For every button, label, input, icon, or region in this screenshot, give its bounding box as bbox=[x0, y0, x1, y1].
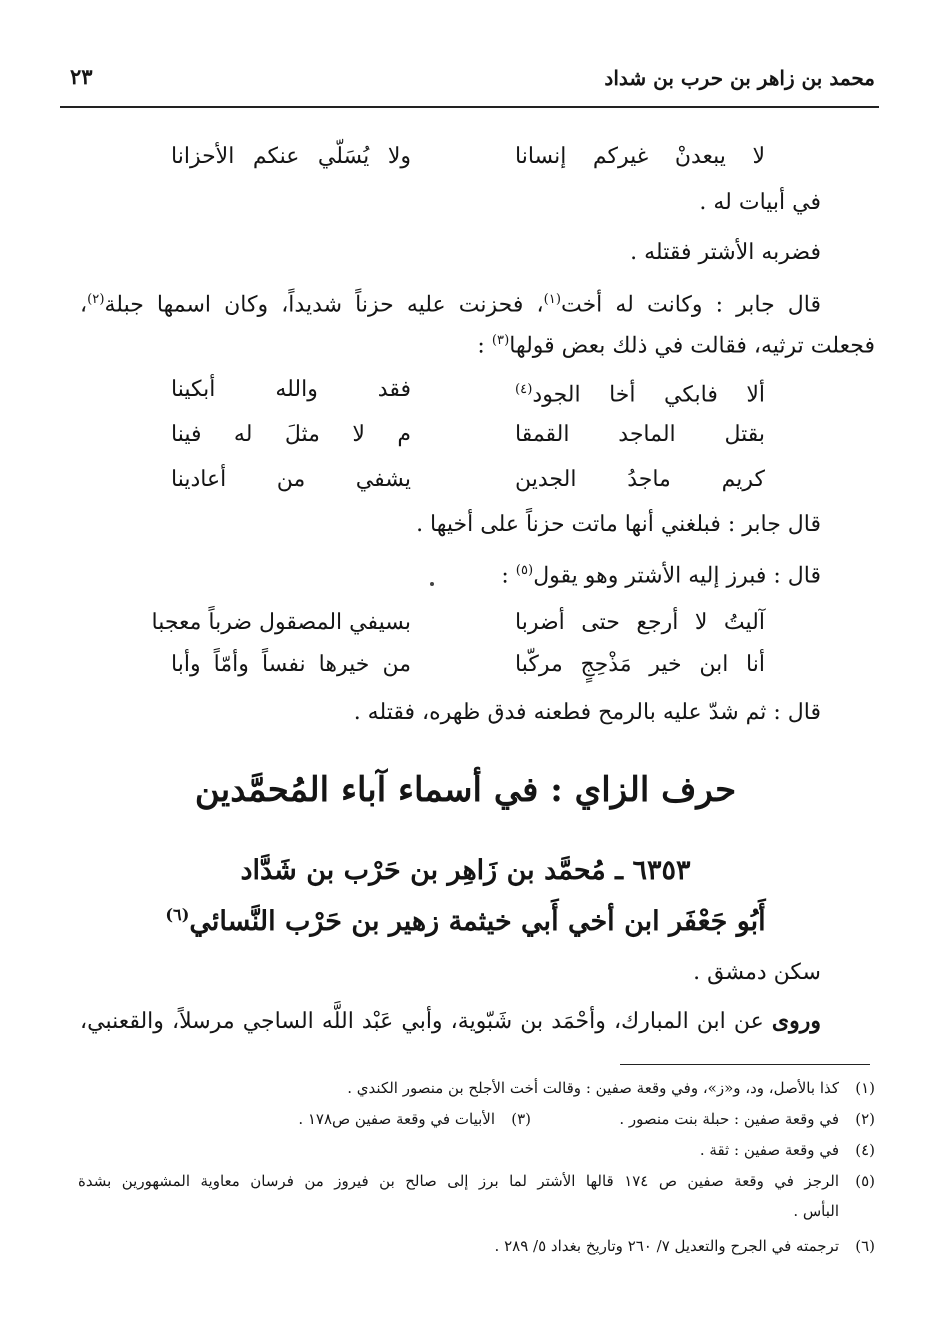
footnote-1-text: كذا بالأصل، ود، و«ز»، وفي وقعة صفين : وقالت أخت الأجلح بن منصور الكندي . bbox=[347, 1079, 839, 1097]
footnote-6-text: ترجمته في الجرح والتعديل ٧/ ٢٦٠ وتاريخ بغداد ٥/ ٢٨٩ . bbox=[494, 1237, 839, 1255]
print-speck bbox=[430, 582, 434, 586]
chapter-heading: حرف الزاي : في أسماء آباء المُحمَّدين bbox=[194, 770, 737, 810]
paragraph-rawa bbox=[80, 1006, 821, 1037]
footnote-rule bbox=[620, 1064, 870, 1065]
verse-5-right: آليتُ لا أرجع حتى أضربا bbox=[515, 610, 765, 635]
verse-6-right: أنا ابن خير مَذْحِجٍ مركّبا bbox=[515, 652, 765, 677]
line-abyat: في أبيات له . bbox=[699, 190, 821, 215]
jabir-2-text: فجعلت ترثيه، فقالت في ذلك بعض قولها bbox=[509, 333, 875, 359]
verse-4-right: كريم ماجدُ الجدين bbox=[515, 467, 765, 492]
footnote-ref-6: (٦) bbox=[165, 905, 190, 924]
jabir-1-end: ، bbox=[80, 292, 88, 318]
verse-2-left: فقد والله أبكينا bbox=[171, 377, 411, 402]
footnote-2-text: في وقعة صفين : حبلة بنت منصور . bbox=[619, 1110, 839, 1128]
footnote-5-number: (٥) bbox=[855, 1172, 875, 1190]
verse-2-right-text: ألا فابكي أخا الجود bbox=[532, 382, 765, 408]
footnote-4 bbox=[700, 1139, 875, 1161]
paragraph-jabir-1 bbox=[80, 285, 821, 320]
entry-subtitle bbox=[0, 905, 931, 937]
footnote-ref-1: (١) bbox=[543, 292, 561, 307]
header-rule bbox=[60, 106, 879, 108]
verse-4-left: يشفي من أعادينا bbox=[171, 467, 411, 492]
footnote-5 bbox=[78, 1170, 875, 1192]
footnote-ref-5: (٥) bbox=[515, 563, 534, 578]
footnote-5-text: الرجز في وقعة صفين ص ١٧٤ قالها الأشتر لما برز إلى صالح بن فيروز من فرسان معاوية المشهورين بشدة bbox=[78, 1172, 839, 1190]
footnote-ref-4: (٤) bbox=[515, 382, 533, 397]
verse-2-right bbox=[515, 375, 765, 410]
paragraph-jabir-3: قال جابر : فبلغني أنها ماتت حزناً على أخيها . bbox=[416, 512, 821, 537]
footnote-2-number: (٢) bbox=[855, 1110, 875, 1128]
verse-5-left: بسيفي المصقول ضرباً معجبا bbox=[151, 610, 411, 635]
verse-1-right: لا يبعدنْ غيركم إنسانا bbox=[515, 144, 765, 169]
verse-3-right: بقتل الماجد القمقا bbox=[515, 422, 765, 447]
line-sakan: سكن دمشق . bbox=[693, 960, 821, 985]
footnote-6-number: (٦) bbox=[855, 1237, 875, 1255]
verse-3-left: م لا مثلَ له فينا bbox=[171, 422, 411, 447]
paragraph-qal-thumma: قال : ثم شدّ عليه بالرمح فطعنه فدق ظهره، فقتله . bbox=[353, 700, 821, 725]
rawa-text: عن ابن المبارك، وأحْمَد بن شَبّوية، وأبي عَبْد اللَّه الساجي مرسلاً، والقعنبي، bbox=[80, 1009, 772, 1034]
entry-title: ٦٣٥٣ ـ مُحمَّد بن زَاهِر بن حَرْب بن شَدَّاد bbox=[240, 855, 691, 886]
footnote-5-continuation: البأس . bbox=[793, 1202, 839, 1220]
qal-barz-end: : bbox=[501, 563, 516, 589]
entry-subtitle-text: أَبُو جَعْفَر ابن أخي أَبي خيثمة زهير بن حَرْب النَّسائي bbox=[189, 906, 766, 937]
footnote-3-number: (٣) bbox=[511, 1110, 531, 1128]
paragraph-jabir-2 bbox=[477, 326, 875, 361]
paragraph-qal-barz bbox=[501, 556, 821, 591]
running-header-title: محمد بن زاهر بن حرب بن شداد bbox=[604, 66, 875, 90]
footnote-4-text: في وقعة صفين : ثقة . bbox=[699, 1141, 839, 1159]
jabir-1-text: قال جابر : وكانت له أخت bbox=[560, 292, 821, 318]
footnote-6 bbox=[495, 1235, 875, 1257]
footnote-4-number: (٤) bbox=[855, 1141, 875, 1159]
jabir-2-end: : bbox=[477, 333, 492, 359]
footnote-3 bbox=[298, 1108, 531, 1130]
footnote-1-number: (١) bbox=[855, 1079, 875, 1097]
footnote-2 bbox=[619, 1108, 875, 1130]
line-darabahu: فضربه الأشتر فقتله . bbox=[630, 240, 821, 265]
footnote-3-text: الأبيات في وقعة صفين ص١٧٨ . bbox=[298, 1110, 495, 1128]
page-number: ٢٣ bbox=[70, 64, 93, 89]
verse-6-left: من خيرها نفساً وأمّاً وأبا bbox=[171, 652, 411, 677]
footnote-ref-2: (٢) bbox=[87, 292, 105, 307]
rawa-bold: وروى bbox=[771, 1008, 821, 1034]
verse-1-left: ولا يُسَلّي عنكم الأحزانا bbox=[171, 144, 411, 169]
footnote-1 bbox=[347, 1077, 875, 1099]
footnote-ref-3: (٣) bbox=[491, 333, 510, 348]
jabir-1-text-2: ، فحزنت عليه حزناً شديداً، وكان اسمها جبلة bbox=[104, 292, 544, 318]
qal-barz-text: قال : فبرز إليه الأشتر وهو يقول bbox=[533, 563, 821, 589]
